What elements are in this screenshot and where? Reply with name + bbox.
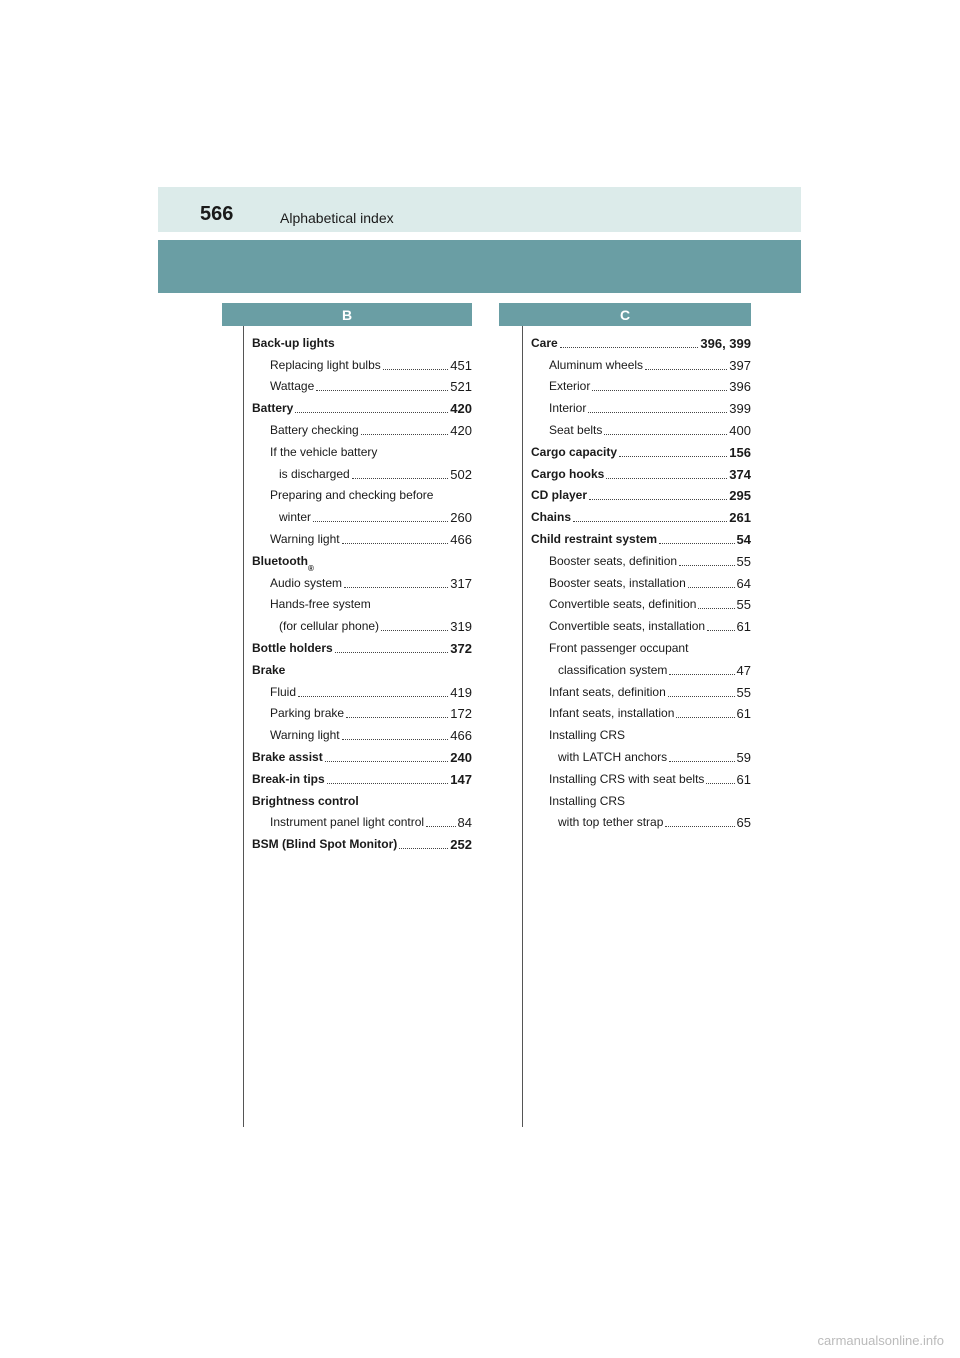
page-reference: 397 <box>729 357 751 373</box>
index-entry <box>531 743 751 765</box>
index-entry <box>252 765 472 787</box>
page-reference: 64 <box>736 575 751 591</box>
dot-leader <box>604 433 727 435</box>
index-entry <box>252 612 472 634</box>
index-entry <box>252 482 472 504</box>
dot-leader <box>645 368 727 370</box>
entry-term: Back-up lights <box>252 335 335 350</box>
page-reference: 451 <box>450 357 472 373</box>
index-entry <box>252 525 472 547</box>
index-entry <box>531 329 751 351</box>
dot-leader <box>698 607 734 609</box>
entry-term: Interior <box>549 401 587 416</box>
page-reference: 372 <box>450 640 472 656</box>
entry-term: Chains <box>531 510 572 525</box>
page-reference: 147 <box>450 771 472 787</box>
page-reference: 84 <box>457 815 472 831</box>
dot-leader <box>426 825 455 827</box>
index-entry <box>531 787 751 809</box>
dot-leader <box>361 433 449 435</box>
entry-term: Installing CRS with seat belts <box>549 771 705 786</box>
header-band <box>158 187 801 232</box>
page-reference: 420 <box>450 422 472 438</box>
dot-leader <box>707 629 734 631</box>
index-entry <box>531 503 751 525</box>
entry-term: Convertible seats, installation <box>549 619 706 634</box>
dot-leader <box>327 782 449 784</box>
index-entry <box>252 351 472 373</box>
entry-term: Exterior <box>549 379 591 394</box>
dot-leader <box>573 520 727 522</box>
entry-term: Replacing light bulbs <box>270 357 381 372</box>
index-entry <box>252 830 472 852</box>
dot-leader <box>352 477 449 479</box>
dot-leader <box>342 738 449 740</box>
page-reference: 47 <box>736 662 751 678</box>
index-entry <box>531 700 751 722</box>
index-entry <box>531 634 751 656</box>
entry-term: Convertible seats, definition <box>549 597 697 612</box>
dot-leader <box>381 629 448 631</box>
dot-leader <box>669 673 734 675</box>
index-entry <box>531 721 751 743</box>
entry-term: Aluminum wheels <box>549 357 644 372</box>
entry-term: Cargo capacity <box>531 444 618 459</box>
dot-leader <box>606 477 727 479</box>
page-reference: 252 <box>450 837 472 853</box>
index-entry <box>252 787 472 809</box>
index-entry: Bluetooth ® <box>252 553 314 573</box>
index-entry <box>531 525 751 547</box>
dot-leader <box>560 346 699 348</box>
entry-term: Booster seats, installation <box>549 575 686 590</box>
dot-leader <box>346 716 448 718</box>
entry-term: Brake assist <box>252 749 323 764</box>
entry-term: Warning light <box>270 531 340 546</box>
dot-leader <box>313 520 448 522</box>
page-reference: 61 <box>736 619 751 635</box>
page-reference: 466 <box>450 728 472 744</box>
dot-leader <box>706 782 734 784</box>
entry-term: Infant seats, installation <box>549 706 675 721</box>
watermark: carmanualsonline.info <box>817 1333 944 1348</box>
entry-term: CD player <box>531 488 588 503</box>
dot-leader <box>295 411 448 413</box>
index-entry <box>531 460 751 482</box>
dot-leader <box>325 760 449 762</box>
entry-term: Hands-free system <box>270 597 371 612</box>
index-entry <box>252 569 472 591</box>
entry-term: Wattage <box>270 379 315 394</box>
page-reference: 399 <box>729 401 751 417</box>
dot-leader <box>589 498 727 500</box>
dot-leader <box>344 586 448 588</box>
index-entry <box>252 373 472 395</box>
entry-term: Bluetooth <box>252 553 308 568</box>
index-entry <box>252 656 472 678</box>
index-entry <box>531 765 751 787</box>
index-entry <box>531 809 751 831</box>
page-reference: 260 <box>450 510 472 526</box>
index-entry <box>531 351 751 373</box>
page-reference: 55 <box>736 553 751 569</box>
index-column-c <box>531 329 751 830</box>
page-reference: 59 <box>736 749 751 765</box>
entry-term: Preparing and checking before <box>270 488 434 503</box>
index-entry <box>252 809 472 831</box>
entry-term: winter <box>279 510 312 525</box>
entry-term: Warning light <box>270 728 340 743</box>
page-reference: 466 <box>450 531 472 547</box>
page-reference: 65 <box>736 815 751 831</box>
index-entry <box>252 700 472 722</box>
index-entry <box>531 678 751 700</box>
page-number: 566 <box>200 203 234 225</box>
entry-term: is discharged <box>279 466 350 481</box>
index-entry <box>252 329 472 351</box>
entry-term: Cargo hooks <box>531 466 605 481</box>
index-entry <box>531 394 751 416</box>
entry-term: Booster seats, definition <box>549 553 678 568</box>
dot-leader <box>298 695 448 697</box>
page-reference: 419 <box>450 684 472 700</box>
index-entry <box>252 634 472 656</box>
entry-term: Break-in tips <box>252 771 325 786</box>
entry-term: Brightness control <box>252 793 359 808</box>
page-reference: 55 <box>736 684 751 700</box>
page-reference: 396, 399 <box>700 335 751 351</box>
entry-term: If the vehicle battery <box>270 444 378 459</box>
entry-term: Battery <box>252 401 294 416</box>
dot-leader <box>316 389 448 391</box>
entry-term: Installing CRS <box>549 793 626 808</box>
entry-term: Care <box>531 335 558 350</box>
index-entry <box>531 591 751 613</box>
page-reference: 55 <box>736 597 751 613</box>
right-column-rule <box>522 303 523 1127</box>
decorative-band <box>158 240 801 293</box>
entry-term: Parking brake <box>270 706 345 721</box>
entry-term: with LATCH anchors <box>558 749 668 764</box>
page-reference: 420 <box>450 401 472 417</box>
page-reference: 317 <box>450 575 472 591</box>
entry-term: Brake <box>252 662 286 677</box>
index-entry <box>531 416 751 438</box>
entry-term: Child restraint system <box>531 531 658 546</box>
entry-term: Bottle holders <box>252 640 333 655</box>
index-entry <box>252 591 472 613</box>
letter-header-c: C <box>499 303 751 326</box>
entry-term: Infant seats, definition <box>549 684 666 699</box>
dot-leader <box>679 564 734 566</box>
page-reference: 374 <box>729 466 751 482</box>
section-title: Alphabetical index <box>280 210 394 226</box>
page-reference: 261 <box>729 510 751 526</box>
index-entry <box>252 743 472 765</box>
dot-leader <box>659 542 734 544</box>
dot-leader <box>668 695 735 697</box>
index-entry <box>531 482 751 504</box>
page-reference: 396 <box>729 379 751 395</box>
page-reference: 400 <box>729 422 751 438</box>
dot-leader <box>669 760 734 762</box>
left-column-rule <box>243 303 244 1127</box>
dot-leader <box>588 411 727 413</box>
index-column-b <box>252 329 472 852</box>
entry-term: Seat belts <box>549 422 603 437</box>
index-entry <box>531 373 751 395</box>
page-reference: 61 <box>736 771 751 787</box>
entry-term: Installing CRS <box>549 728 626 743</box>
letter-header-b: B <box>222 303 472 326</box>
entry-term: (for cellular phone) <box>279 619 380 634</box>
index-entry <box>252 416 472 438</box>
index-entry <box>252 460 472 482</box>
dot-leader <box>399 847 448 849</box>
dot-leader <box>342 542 449 544</box>
entry-term: Audio system <box>270 575 343 590</box>
dot-leader <box>383 368 449 370</box>
entry-term: BSM (Blind Spot Monitor) <box>252 837 398 852</box>
entry-term: classification system <box>558 662 668 677</box>
dot-leader <box>665 825 734 827</box>
dot-leader <box>676 716 734 718</box>
page-reference: 54 <box>736 531 751 547</box>
dot-leader <box>688 586 735 588</box>
page-reference: 156 <box>729 444 751 460</box>
index-entry <box>531 612 751 634</box>
page-reference: 172 <box>450 706 472 722</box>
index-entry <box>531 547 751 569</box>
page-reference: 319 <box>450 619 472 635</box>
entry-term: Instrument panel light control <box>270 815 425 830</box>
index-entry <box>252 438 472 460</box>
index-entry <box>531 569 751 591</box>
index-entry <box>531 438 751 460</box>
index-entry <box>252 503 472 525</box>
index-entry <box>252 394 472 416</box>
page-reference: 61 <box>736 706 751 722</box>
page-reference: 295 <box>729 488 751 504</box>
index-entry <box>252 721 472 743</box>
entry-term: Fluid <box>270 684 297 699</box>
page-reference: 502 <box>450 466 472 482</box>
index-entry <box>531 656 751 678</box>
dot-leader <box>619 455 727 457</box>
entry-term: with top tether strap <box>558 815 664 830</box>
index-entry <box>252 678 472 700</box>
page-reference: 521 <box>450 379 472 395</box>
dot-leader <box>592 389 727 391</box>
dot-leader <box>335 651 449 653</box>
page-reference: 240 <box>450 749 472 765</box>
entry-term: Front passenger occupant <box>549 640 689 655</box>
entry-term: Battery checking <box>270 422 359 437</box>
